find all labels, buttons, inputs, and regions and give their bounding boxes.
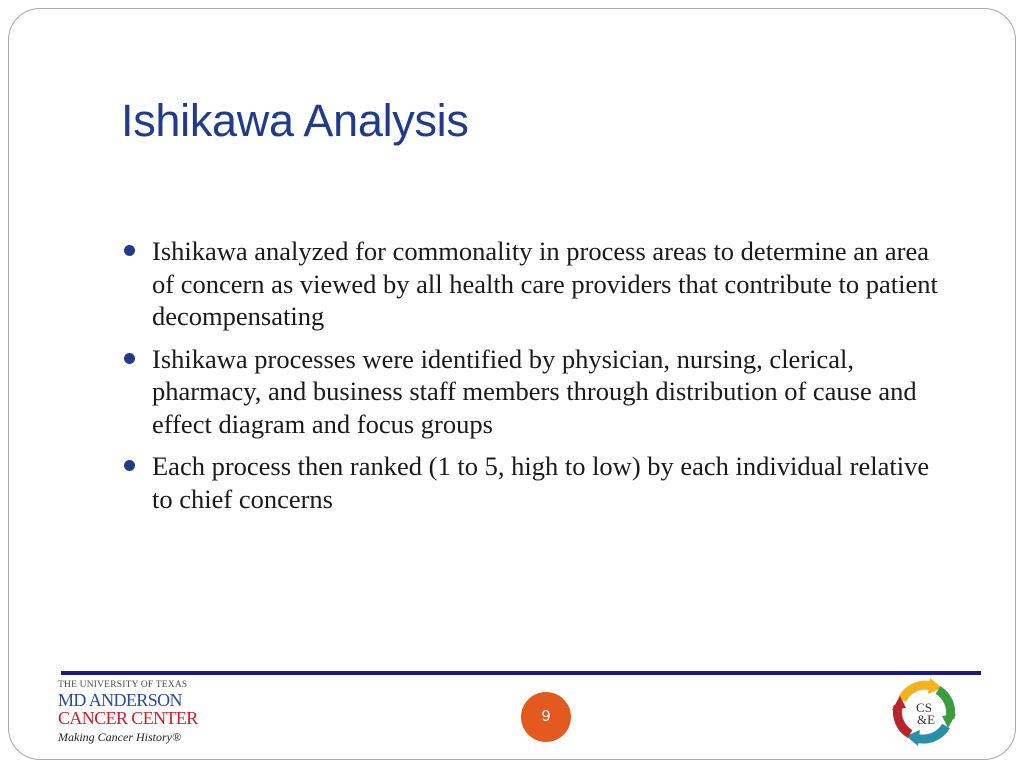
bullet-dot-icon [124,353,135,364]
logo-tagline: Making Cancer History® [58,730,182,744]
bullet-list [121,235,951,525]
footer-divider [61,671,981,675]
logo-cancer-center-text: CANCER CENTER [58,708,198,728]
bullet-text: Ishikawa analyzed for commonality in process areas to determine an area of concern as viewed by all health care providers that contribute to patient decompensating [152,236,938,331]
cse-logo-icon [888,676,960,748]
bullet-item [121,235,951,333]
logo-md-anderson-text: MD ANDERSON [58,690,182,710]
md-anderson-logo [58,680,208,745]
cse-logo-line2: &E [916,712,936,727]
logo-university-text: THE UNIVERSITY OF TEXAS [58,680,188,690]
slide-frame [8,8,1016,760]
bullet-text: Ishikawa processes were identified by physician, nursing, clerical, pharmacy, and business staff members through distribution of cause and effect diagram and focus groups [152,343,917,439]
cse-logo-line1: CS [916,700,932,715]
bullet-dot-icon [124,245,135,256]
slide-title: Ishikawa Analysis [121,95,469,146]
bullet-item [121,343,951,441]
bullet-dot-icon [124,460,135,471]
bullet-item [121,450,951,515]
page-number-badge: 9 [521,692,571,742]
bullet-text: Each process then ranked (1 to 5, high to low) by each individual relative to chief concerns [152,451,930,514]
